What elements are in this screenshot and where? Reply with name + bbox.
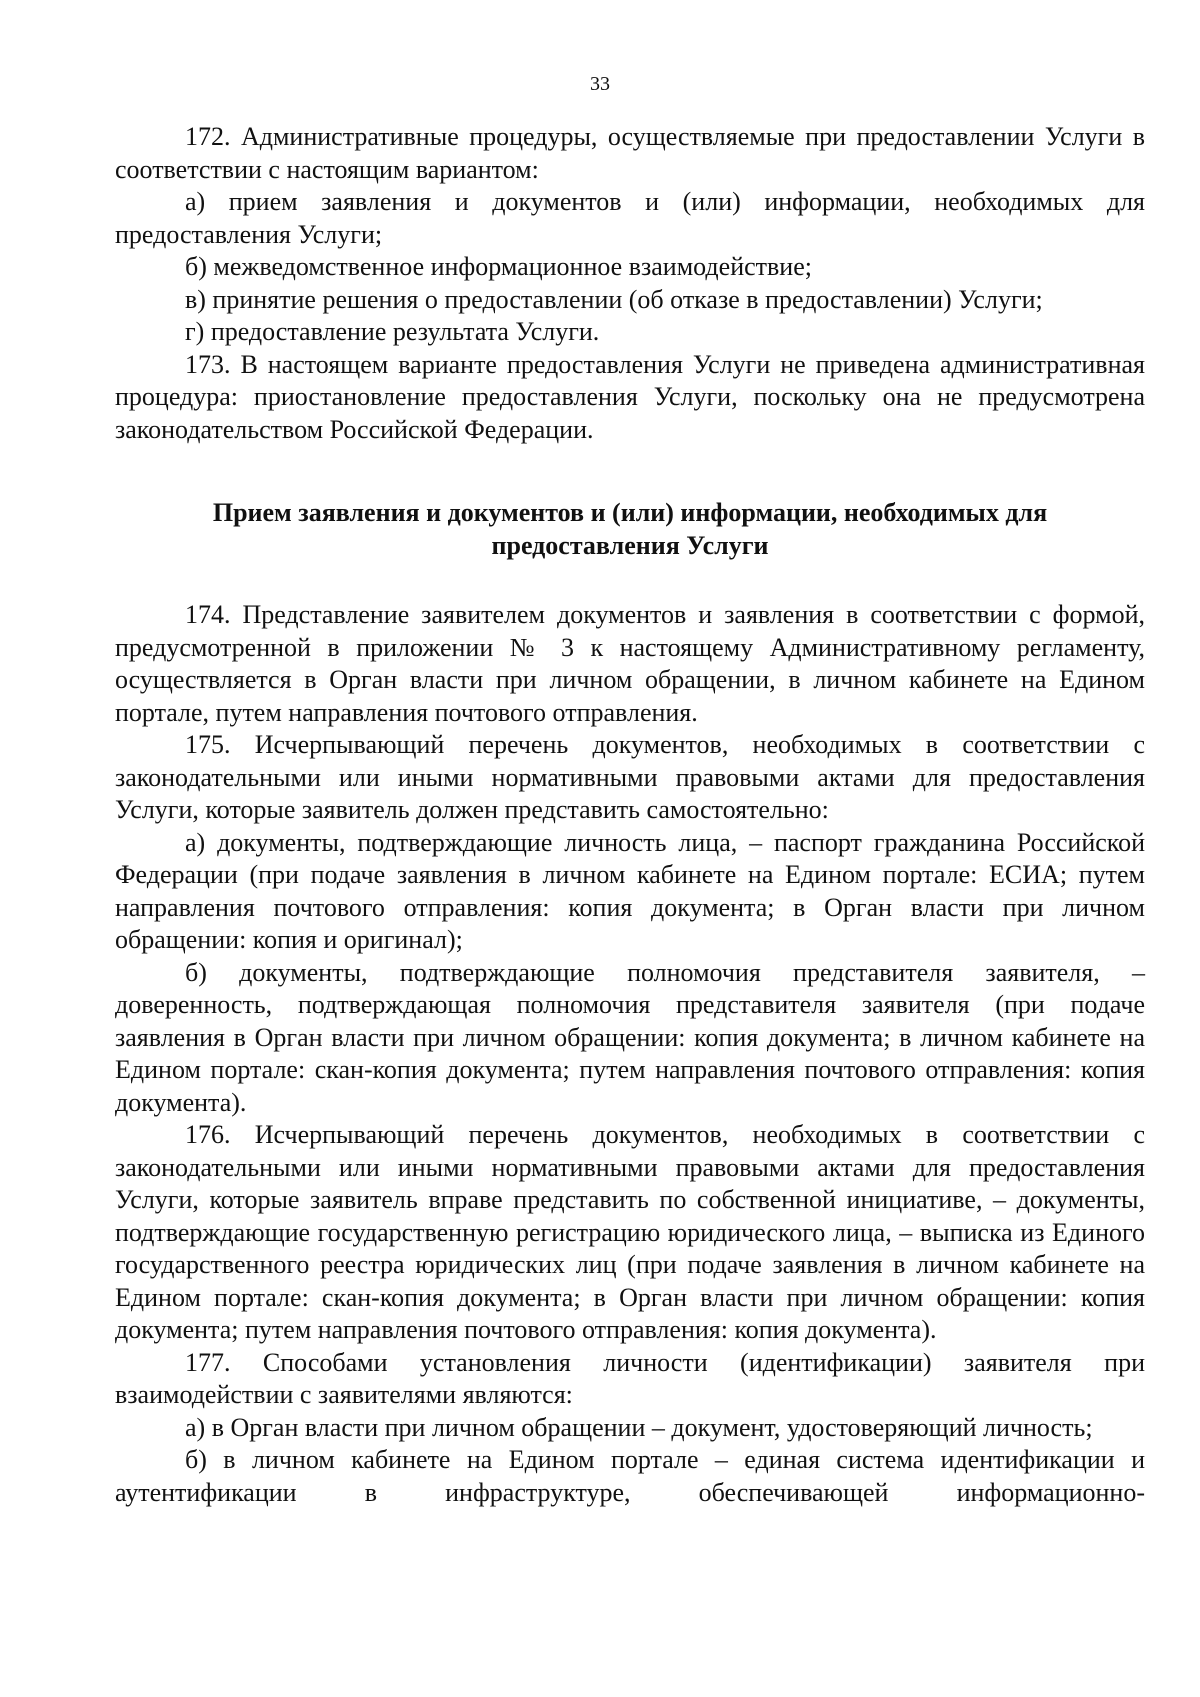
list-item-b-identification: б) в личном кабинете на Едином портале – единая система идентификации и аутентификации в инфраструктуре, обеспечивающей информационно- [115,1445,1145,1507]
list-item-b-procedure: б) межведомственное информационное взаимодействие; [185,252,812,281]
paragraph-177: 177. Способами установления личности (идентификации) заявителя при взаимодействии с заявителями являются: [115,1347,1145,1409]
list-item-a-documents: а) документы, подтверждающие личность лица, – паспорт гражданина Российской Федерации (при подаче заявления в личном кабинете на Едином портале: ЕСИА; путем направления почтового отправления: копия документа; в Орган власти при личном обращении: копия и оригинал); [115,827,1145,954]
paragraph-176: 176. Исчерпывающий перечень документов, необходимых в соответствии с законодательными или иными нормативными правовыми актами для предоставления Услуги, которые заявитель вправе представить по собственной инициативе, – документы, подтверждающие государственную регистрацию юридического лица, – выписка из Единого государственного реестра юридических лиц (при подаче заявления в личном кабинете на Едином портале: скан-копия документа; в Орган власти при личном обращении: копия документа; путем направления почтового отправления: копия документа). [115,1120,1145,1344]
list-item-a-procedure: а) прием заявления и документов и (или) информации, необходимых для предоставления Услуги; [115,187,1145,249]
paragraph-172: 172. Административные процедуры, осуществляемые при предоставлении Услуги в соответствии с настоящим вариантом: [115,122,1145,184]
paragraph-174: 174. Представление заявителем документов и заявления в соответствии с формой, предусмотренной в приложении № 3 к настоящему Административному регламенту, осуществляется в Орган власти при личном обращении, в личном кабинете на Едином портале, путем направления почтового отправления. [115,600,1145,727]
paragraph-173: 173. В настоящем варианте предоставления Услуги не приведена административная процедура: приостановление предоставления Услуги, поскольку она не предусмотрена законодательством Российской Федерации. [115,349,1145,444]
page-number: 33 [590,73,610,95]
list-item-b-documents: б) документы, подтверждающие полномочия представителя заявителя, – доверенность, подтверждающая полномочия представителя заявителя (при подаче заявления в Орган власти при личном обращении: копия документа; в личном кабинете на Едином портале: скан-копия документа; путем направления почтового отправления: копия документа). [115,957,1145,1117]
document-body [115,121,1145,1509]
list-item-g-procedure: г) предоставление результата Услуги. [185,317,600,346]
list-item-a-identification: а) в Орган власти при личном обращении – документ, удостоверяющий личность; [185,1412,1093,1442]
paragraph-175: 175. Исчерпывающий перечень документов, необходимых в соответствии с законодательными или иными нормативными правовыми актами для предоставления Услуги, которые заявитель должен представить самостоятельно: [115,730,1145,824]
section-heading: Прием заявления и документов и (или) информации, необходимых для предоставления Услуги [212,498,1048,560]
list-item-v-procedure: в) принятие решения о предоставлении (об отказе в предоставлении) Услуги; [185,284,1043,314]
